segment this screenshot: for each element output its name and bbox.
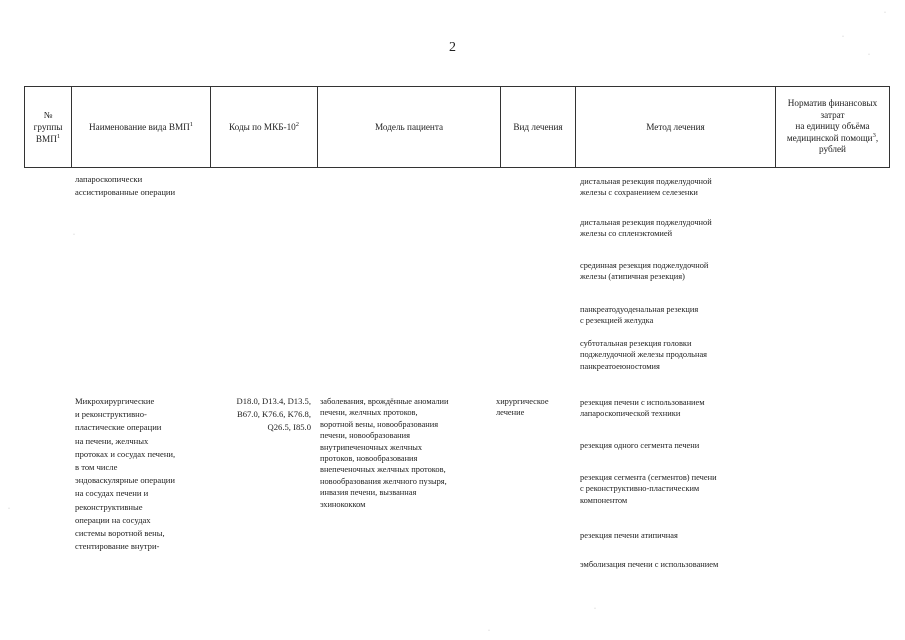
row1-vmp-name: лапароскопически ассистированные операции xyxy=(75,174,176,198)
scan-speck: · xyxy=(73,232,75,238)
scan-speck: · xyxy=(884,10,886,16)
scan-speck: · xyxy=(868,52,870,58)
scan-speck: · xyxy=(594,606,596,612)
row2-method: резекция сегмента (сегментов) печени с реконструктивно-пластическим компонентом xyxy=(580,473,717,505)
header-cost-line: на единицу объёма xyxy=(795,121,870,132)
header-cost-line: , рублей xyxy=(819,132,879,155)
row2-method: эмболизация печени с использованием xyxy=(580,560,719,569)
header-treatment-type xyxy=(501,87,575,167)
header-cost-line: медицинской помощи xyxy=(786,132,873,143)
header-cost-standard xyxy=(776,87,889,167)
scan-speck: · xyxy=(8,506,10,512)
header-cost-line: Норматив финансовых затрат xyxy=(787,98,878,120)
header-patient-model xyxy=(318,87,500,167)
row1-method: субтотальная резекция головки поджелудочной железы продольная панкреатоеюностомия xyxy=(580,339,708,371)
header-bottom-border xyxy=(24,167,890,168)
header-group-number-symbol: № xyxy=(43,110,53,120)
header-treatment-method-text: Метод лечения xyxy=(646,122,705,132)
row1-method: срединная резекция поджелудочной железы (атипичная резекция) xyxy=(580,261,709,282)
header-treatment-method xyxy=(576,87,775,167)
row2-method: резекция печени атипичная xyxy=(580,531,678,540)
footnote-ref: 3 xyxy=(872,131,876,139)
row2-patient-model: заболевания, врождённые аномалии печени, желчных протоков, воротной вены, новообразования печени, новообразования внутрипеченочных желчных протоков, новообразования внепеченочных желчных протоков, новообразования желчного пузыря, инвазия печени, вызванная эхинококком xyxy=(320,397,449,509)
footnote-ref: 1 xyxy=(56,132,61,140)
row2-treatment-type: хирургическое лечение xyxy=(496,397,549,418)
row2-vmp-name: Микрохирургические и реконструктивно- пластические операции на печени, желчных протоках и сосудах печени, в том числе эндоваскулярные операции на сосудах печени и реконструктивные операции на сосудах системы воротной вены, стентирование внутри- xyxy=(75,396,176,552)
row2-method: резекция одного сегмента печени xyxy=(580,441,700,450)
footnote-ref: 1 xyxy=(189,120,194,128)
header-group-number-vmp: ВМП xyxy=(35,134,57,144)
header-icd-codes-text: Коды по МКБ-10 xyxy=(228,122,296,132)
header-group-number xyxy=(25,87,71,167)
header-divider xyxy=(889,86,890,168)
row1-method: дистальная резекция поджелудочной железы с сохранением селезенки xyxy=(580,177,712,198)
scan-speck: · xyxy=(842,34,844,40)
row2-icd-codes: D18.0, D13.4, D13.5, B67.0, K76.6, K76.8, Q26.5, I85.0 xyxy=(236,396,311,433)
header-vmp-name-text: Наименование вида ВМП xyxy=(88,122,190,132)
footnote-ref: 2 xyxy=(295,120,300,128)
row1-method: панкреатодуоденальная резекция с резекцией желудка xyxy=(580,305,699,326)
header-icd-codes xyxy=(211,87,317,167)
row2-method: резекция печени с использованием лапароскопической техники xyxy=(580,398,705,419)
header-group-number-word: группы xyxy=(33,122,63,132)
header-vmp-name xyxy=(72,87,210,167)
row1-method: дистальная резекция поджелудочной железы со спленэктомией xyxy=(580,218,712,239)
page-number: 2 xyxy=(449,40,456,55)
header-patient-model-text: Модель пациента xyxy=(374,122,444,132)
scan-speck: · xyxy=(488,628,490,634)
header-treatment-type-text: Вид лечения xyxy=(513,122,563,132)
